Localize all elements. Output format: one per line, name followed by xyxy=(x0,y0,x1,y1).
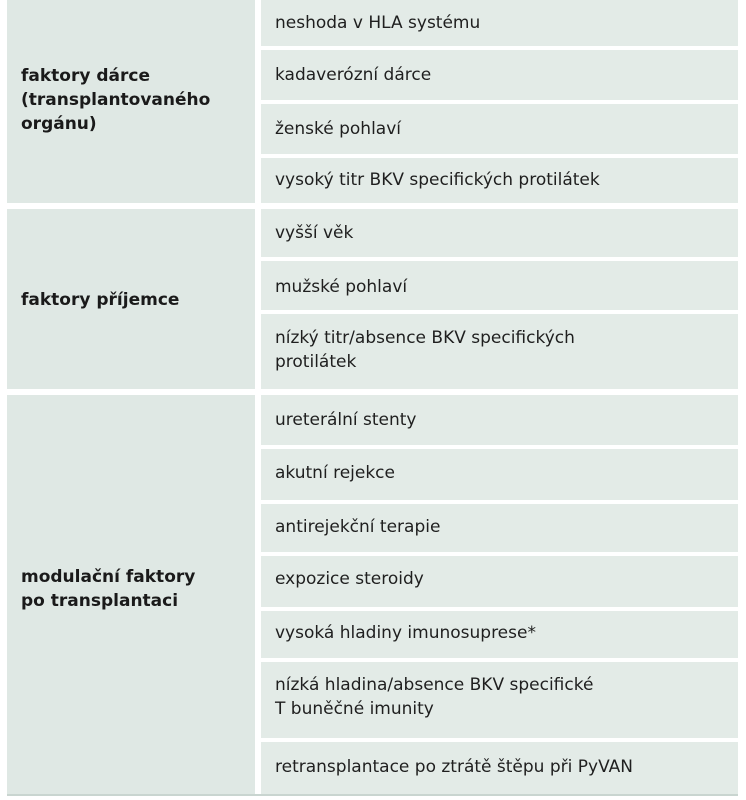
table-cell xyxy=(261,556,738,607)
table-cell xyxy=(261,742,738,794)
cell-text: akutní rejekce xyxy=(275,463,395,483)
table-cell xyxy=(261,50,738,100)
cell-text: ženské pohlaví xyxy=(275,119,402,139)
table-cell xyxy=(261,209,738,257)
column-divider xyxy=(255,0,261,794)
cell-text: vysoká hladiny imunosuprese* xyxy=(275,623,536,643)
group-label-recipient: faktory příjemce xyxy=(21,290,180,310)
cell-text: kadaverózní dárce xyxy=(275,65,432,85)
table-cell xyxy=(261,104,738,154)
table-cell xyxy=(261,449,738,500)
cell-text: retransplantace po ztrátě štěpu při PyVAN xyxy=(275,757,633,777)
risk-factors-table xyxy=(7,0,738,796)
cell-text: vysoký titr BKV specifických protilátek xyxy=(275,170,600,190)
table-cell xyxy=(261,395,738,445)
cell-text: vyšší věk xyxy=(275,223,354,243)
table-cell xyxy=(261,611,738,658)
table-cell xyxy=(261,261,738,310)
cell-text: nízká hladina/absence BKV specifické T buněčné imunity xyxy=(275,675,594,719)
cell-text: neshoda v HLA systému xyxy=(275,13,481,33)
group-label-donor: faktory dárce (transplantovaného orgánu) xyxy=(21,66,211,134)
table-cell xyxy=(261,314,738,389)
table-cell xyxy=(261,504,738,552)
cell-text: antirejekční terapie xyxy=(275,517,441,537)
cell-text: expozice steroidy xyxy=(275,569,424,589)
table-cell xyxy=(261,0,738,46)
cell-text: nízký titr/absence BKV specifických protilátek xyxy=(275,328,575,372)
group-label-modulating: modulační faktory po transplantaci xyxy=(21,567,196,611)
table-cell xyxy=(261,158,738,203)
cell-text: mužské pohlaví xyxy=(275,277,408,297)
cell-text: ureterální stenty xyxy=(275,410,417,430)
table-cell xyxy=(261,662,738,738)
